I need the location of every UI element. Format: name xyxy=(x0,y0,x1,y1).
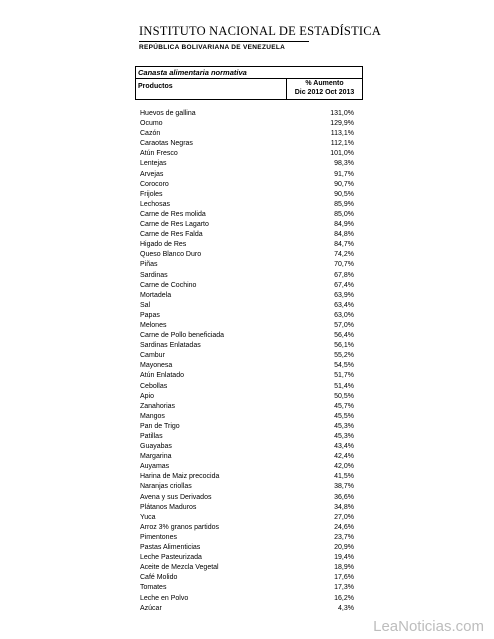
table-row xyxy=(140,139,360,149)
percent-increase: 84,8% xyxy=(334,231,354,239)
table-row xyxy=(140,149,360,159)
table-row xyxy=(140,412,360,422)
percent-increase: 20,9% xyxy=(334,544,354,552)
product-name: Papas xyxy=(140,311,160,319)
percent-increase: 85,0% xyxy=(334,210,354,218)
percent-increase: 84,9% xyxy=(334,221,354,229)
table-row xyxy=(140,341,360,351)
product-name: Zanahorias xyxy=(140,402,176,410)
percent-increase: 85,9% xyxy=(334,200,354,208)
percent-increase: 70,7% xyxy=(334,261,354,269)
product-list xyxy=(140,109,360,614)
table-row xyxy=(140,583,360,593)
table-row xyxy=(140,170,360,180)
table-row xyxy=(140,422,360,432)
product-name: Arroz 3% granos partidos xyxy=(140,523,219,531)
table-row xyxy=(140,553,360,563)
product-name: Ocumo xyxy=(140,120,163,128)
percent-increase: 56,1% xyxy=(334,342,354,350)
table-row xyxy=(140,321,360,331)
table-row xyxy=(140,442,360,452)
product-name: Sardinas xyxy=(140,271,168,279)
product-name: Leche Pasteurizada xyxy=(140,554,202,562)
percent-increase: 45,3% xyxy=(334,433,354,440)
percent-increase: 112,1% xyxy=(330,140,354,148)
percent-increase: 67,4% xyxy=(334,281,354,289)
product-name: Pimentones xyxy=(140,533,177,541)
product-name: Mortadela xyxy=(140,291,172,299)
table-row xyxy=(140,119,360,129)
product-name: Aceite de Mezcla Vegetal xyxy=(140,564,219,572)
logo-divider xyxy=(139,41,309,42)
percent-increase: 63,0% xyxy=(334,311,354,319)
product-name: Mayonesa xyxy=(140,362,173,370)
product-name: Naranjas criollas xyxy=(140,483,192,491)
percent-increase: 23,7% xyxy=(334,533,354,541)
product-name: Carne de Res Falda xyxy=(140,231,203,239)
product-name: Plátanos Maduros xyxy=(140,503,197,511)
product-name: Auyamas xyxy=(140,463,170,471)
ine-logo xyxy=(139,24,382,58)
product-name: Lechosas xyxy=(140,200,170,208)
percent-increase: 17,3% xyxy=(334,584,354,592)
percent-increase: 63,9% xyxy=(334,291,354,299)
product-name: Yuca xyxy=(140,513,156,521)
product-name: Patillas xyxy=(140,433,163,440)
table-row xyxy=(140,594,360,604)
table-row xyxy=(140,311,360,321)
product-name: Sal xyxy=(140,301,151,309)
table-row xyxy=(140,462,360,472)
table-row xyxy=(140,240,360,250)
percent-increase: 43,4% xyxy=(334,443,354,451)
percent-increase: 74,2% xyxy=(334,251,354,259)
percent-increase: 45,3% xyxy=(334,422,354,430)
percent-increase: 84,7% xyxy=(334,241,354,249)
logo-subtitle: REPÚBLICA BOLIVARIANA DE VENEZUELA xyxy=(139,44,286,51)
product-name: Pastas Alimenticias xyxy=(140,544,201,552)
table-row xyxy=(140,604,360,614)
percent-increase: 19,4% xyxy=(334,554,354,562)
table-title: Canasta alimentaria normativa xyxy=(138,68,247,77)
table-row xyxy=(140,129,360,139)
product-name: Guayabas xyxy=(140,443,172,451)
column-header-percent-line1: % Aumento xyxy=(305,80,344,87)
table-row xyxy=(140,563,360,573)
percent-increase: 38,7% xyxy=(334,483,354,491)
table-row xyxy=(140,351,360,361)
table-row xyxy=(140,109,360,119)
product-name: Atún Enlatado xyxy=(140,372,184,380)
table-row xyxy=(140,371,360,381)
table-row xyxy=(140,200,360,210)
table-row xyxy=(140,432,360,442)
product-name: Arvejas xyxy=(140,170,164,178)
product-name: Cazón xyxy=(140,130,161,138)
product-name: Melones xyxy=(140,321,167,329)
table-row xyxy=(140,230,360,240)
product-name: Higado de Res xyxy=(140,241,187,249)
percent-increase: 41,5% xyxy=(334,473,354,481)
percent-increase: 131,0% xyxy=(330,110,354,117)
percent-increase: 90,7% xyxy=(334,180,354,188)
table-row xyxy=(140,402,360,412)
product-name: Carne de Cochino xyxy=(140,281,197,289)
table-row xyxy=(140,482,360,492)
percent-increase: 63,4% xyxy=(334,301,354,309)
product-name: Leche en Polvo xyxy=(140,594,189,602)
table-row xyxy=(140,281,360,291)
product-name: Avena y sus Derivados xyxy=(140,493,212,501)
product-name: Caraotas Negras xyxy=(140,140,193,148)
percent-increase: 24,6% xyxy=(334,523,354,531)
product-name: Azúcar xyxy=(140,604,162,612)
product-name: Queso Blanco Duro xyxy=(140,251,202,259)
table-row xyxy=(140,503,360,513)
percent-increase: 45,7% xyxy=(334,402,354,410)
product-name: Lentejas xyxy=(140,160,167,168)
table-row xyxy=(140,513,360,523)
product-name: Mangos xyxy=(140,412,165,420)
percent-increase: 27,0% xyxy=(334,513,354,521)
column-header-percent-line2: Dic 2012 Oct 2013 xyxy=(294,89,355,96)
percent-increase: 18,9% xyxy=(334,564,354,572)
table-row xyxy=(140,210,360,220)
table-row xyxy=(140,382,360,392)
product-name: Huevos de gallina xyxy=(140,110,196,117)
product-name: Atún Fresco xyxy=(140,150,178,158)
table-row xyxy=(140,331,360,341)
product-name: Carne de Res Lagarto xyxy=(140,221,209,229)
product-name: Cebollas xyxy=(140,382,168,390)
percent-increase: 91,7% xyxy=(334,170,354,178)
table-row xyxy=(140,260,360,270)
percent-increase: 34,8% xyxy=(334,503,354,511)
column-header-products: Productos xyxy=(138,83,173,90)
percent-increase: 17,6% xyxy=(334,574,354,582)
percent-increase: 98,3% xyxy=(334,160,354,168)
product-name: Piñas xyxy=(140,261,158,269)
product-name: Tomates xyxy=(140,584,167,592)
product-name: Corocoro xyxy=(140,180,169,188)
watermark: LeaNoticias.com xyxy=(373,618,484,635)
table-row xyxy=(140,392,360,402)
table-row xyxy=(140,543,360,553)
percent-increase: 129,9% xyxy=(330,120,354,128)
product-name: Cambur xyxy=(140,352,165,360)
table-row xyxy=(140,301,360,311)
column-header-percent xyxy=(287,79,362,97)
product-name: Margarina xyxy=(140,453,172,461)
product-name: Café Molido xyxy=(140,574,178,582)
table-row xyxy=(140,271,360,281)
percent-increase: 54,5% xyxy=(334,362,354,370)
table-row xyxy=(140,533,360,543)
table-row xyxy=(140,523,360,533)
percent-increase: 4,3% xyxy=(338,604,354,612)
percent-increase: 55,2% xyxy=(334,352,354,360)
table-row xyxy=(140,361,360,371)
product-name: Frijoles xyxy=(140,190,163,198)
percent-increase: 16,2% xyxy=(334,594,354,602)
table-row xyxy=(140,250,360,260)
table-row xyxy=(140,472,360,482)
table-row xyxy=(140,573,360,583)
percent-increase: 45,5% xyxy=(334,412,354,420)
table-row xyxy=(140,452,360,462)
percent-increase: 90,5% xyxy=(334,190,354,198)
product-name: Apio xyxy=(140,392,155,400)
table-row xyxy=(140,220,360,230)
logo-title: INSTITUTO NACIONAL DE ESTADÍSTICA xyxy=(139,24,382,38)
product-name: Pan de Trigo xyxy=(140,422,180,430)
table-row xyxy=(140,180,360,190)
product-name: Carne de Res molida xyxy=(140,210,206,218)
product-name: Sardinas Enlatadas xyxy=(140,342,201,350)
table-row xyxy=(140,291,360,301)
table-row xyxy=(140,493,360,503)
table-row xyxy=(140,159,360,169)
percent-increase: 36,6% xyxy=(334,493,354,501)
product-name: Harina de Maiz precocida xyxy=(140,473,220,481)
percent-increase: 51,7% xyxy=(334,372,354,380)
percent-increase: 101,0% xyxy=(330,150,354,158)
percent-increase: 67,8% xyxy=(334,271,354,279)
table-row xyxy=(140,190,360,200)
percent-increase: 56,4% xyxy=(334,332,354,340)
percent-increase: 51,4% xyxy=(334,382,354,390)
percent-increase: 50,5% xyxy=(334,392,354,400)
percent-increase: 42,4% xyxy=(334,453,354,461)
product-name: Carne de Pollo beneficiada xyxy=(140,332,225,340)
percent-increase: 57,0% xyxy=(334,321,354,329)
percent-increase: 42,0% xyxy=(334,463,354,471)
table-header xyxy=(135,66,363,100)
percent-increase: 113,1% xyxy=(330,130,354,138)
